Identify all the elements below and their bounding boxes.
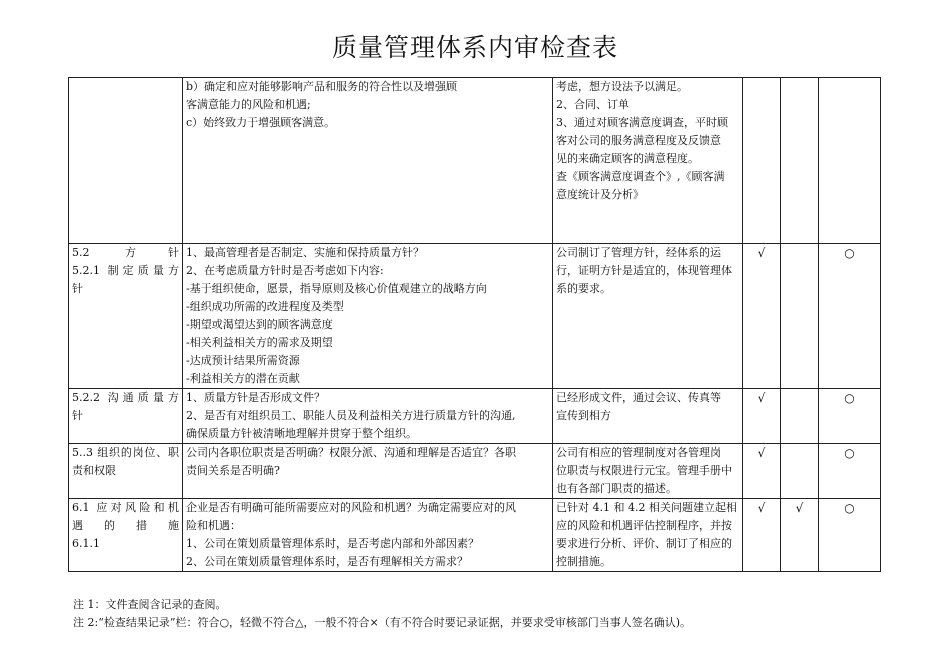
clause-cell xyxy=(69,78,183,244)
table-row xyxy=(69,244,881,389)
requirement-cell-line: -相关利益相关方的需求及期望 xyxy=(186,336,333,349)
evidence-cell-line: 公司有相应的管理制度对各管理岗 xyxy=(556,446,721,459)
result-mark1-cell: √ xyxy=(743,499,781,572)
audit-checklist-table xyxy=(68,77,881,572)
evidence-cell-line: 公司制订了管理方针，经体系的运 xyxy=(556,246,721,259)
evidence-cell-line: 也有各部门职责的描述。 xyxy=(556,482,677,495)
result-mark3-cell: ○ xyxy=(819,444,881,499)
requirement-cell-line: -期望或渴望达到的顾客满意度 xyxy=(186,318,333,331)
result-mark3-cell: ○ xyxy=(819,244,881,389)
evidence-cell xyxy=(553,389,743,444)
evidence-cell-line: 已经形成文件，通过会议、传真等 xyxy=(556,391,721,404)
requirement-cell-line: -利益相关方的潜在贡献 xyxy=(186,372,300,385)
result-mark3-cell: ○ xyxy=(819,499,881,572)
requirement-cell-line: 责间关系是否明确? xyxy=(186,464,280,477)
result-mark3-cell: ○ xyxy=(819,389,881,444)
requirement-cell-line: 险和机遇： xyxy=(186,519,241,532)
footnote-1: 注 1：文件查阅含记录的查阅。 xyxy=(73,598,227,611)
requirement-cell-line: 2、是否有对组织员工、职能人员及利益相关方进行质量方针的沟通, xyxy=(186,409,516,422)
result-mark2-cell xyxy=(781,444,819,499)
evidence-cell-line: 已针对 4.1 和 4.2 相关问题建立起相 xyxy=(556,501,737,514)
result-mark1-cell: √ xyxy=(743,244,781,389)
result-mark1-cell xyxy=(743,78,781,244)
requirement-cell xyxy=(183,78,553,244)
evidence-cell-line: 见的来确定顾客的满意程度。 xyxy=(556,152,699,165)
result-mark2-cell: √ xyxy=(781,499,819,572)
evidence-cell xyxy=(553,499,743,572)
requirement-cell-line: 确保质量方针被清晰地理解并贯穿于整个组织。 xyxy=(186,427,417,440)
clause-cell xyxy=(69,444,183,499)
evidence-cell-line: 3、通过对顾客满意度调查，平时顾 xyxy=(556,116,728,129)
requirement-cell xyxy=(183,389,553,444)
evidence-cell-line: 查《顾客满意度调查个》,《顾客满 xyxy=(556,170,725,183)
result-mark1-cell: √ xyxy=(743,389,781,444)
clause-cell-line: 5.2.1 制定质量方 xyxy=(72,264,179,277)
clause-cell xyxy=(69,389,183,444)
table-row xyxy=(69,389,881,444)
requirement-cell-line: 客满意能力的风险和机遇; xyxy=(186,98,311,111)
clause-cell xyxy=(69,499,183,572)
page-title: 质量管理体系内审检查表 xyxy=(331,33,618,62)
clause-cell xyxy=(69,244,183,389)
clause-cell-line: 5..3 组织的岗位、职 xyxy=(72,446,179,459)
evidence-cell-line: 行，证明方针是适宜的，体现管理体 xyxy=(556,264,732,277)
requirement-cell-line: 2、公司在策划质量管理体系时，是否有理解相关方需求？ xyxy=(186,555,468,568)
evidence-cell xyxy=(553,244,743,389)
evidence-cell-line: 要求进行分析、评价、制订了相应的 xyxy=(556,537,732,550)
requirement-cell xyxy=(183,244,553,389)
result-mark2-cell xyxy=(781,244,819,389)
requirement-cell-line: c）始终致力于增强顾客满意。 xyxy=(186,116,336,129)
requirement-cell-line: b）确定和应对能够影响产品和服务的符合性以及增强顾 xyxy=(186,80,458,93)
requirement-cell-line: 2、在考虑质量方针时是否考虑如下内容: xyxy=(186,264,384,277)
requirement-cell-line: 公司内各职位职责是否明确？权限分派、沟通和理解是否适宜？各职 xyxy=(186,446,516,459)
clause-cell-line: 针 xyxy=(72,409,83,422)
evidence-cell-line: 意度统计及分析》 xyxy=(556,188,644,201)
requirement-cell-line: -基于组织使命，愿景，指导原则及核心价值观建立的战略方向 xyxy=(186,282,487,295)
result-mark2-cell xyxy=(781,78,819,244)
requirement-cell-line: -达成预计结果所需资源 xyxy=(186,354,300,367)
table-row xyxy=(69,78,881,244)
requirement-cell-line: 企业是否有明确可能所需要应对的风险和机遇？为确定需要应对的风 xyxy=(186,501,516,514)
evidence-cell xyxy=(553,78,743,244)
clause-cell-line: 5.2.2 沟通质量方 xyxy=(72,391,179,404)
clause-cell-line: 6.1.1 xyxy=(72,537,100,550)
footnote-2: 注 2:“检查结果记录”栏：符合○，轻微不符合△，一般不符合×（有不符合时要记录证据，并要求受审核部门当事人签名确认)。 xyxy=(73,616,692,629)
result-mark3-cell xyxy=(819,78,881,244)
evidence-cell-line: 应的风险和机遇评估控制程序，并按 xyxy=(556,519,732,532)
requirement-cell xyxy=(183,444,553,499)
evidence-cell-line: 考虑，想方设法予以满足。 xyxy=(556,80,688,93)
clause-cell-line: 遇的措施 xyxy=(72,519,179,532)
evidence-cell-line: 2、合同、订单 xyxy=(556,98,629,111)
requirement-cell-line: 1、质量方针是否形成文件？ xyxy=(186,391,325,404)
requirement-cell-line: -组织成功所需的改进程度及类型 xyxy=(186,300,344,313)
evidence-cell-line: 位职责与权限进行元宝。管理手册中 xyxy=(556,464,732,477)
result-mark2-cell xyxy=(781,389,819,444)
evidence-cell xyxy=(553,444,743,499)
clause-cell-line: 5.2 方针 xyxy=(72,246,179,259)
footnotes xyxy=(73,596,691,632)
evidence-cell-line: 客对公司的服务满意程度及反馈意 xyxy=(556,134,721,147)
requirement-cell-line: 1、最高管理者是否制定、实施和保持质量方针？ xyxy=(186,246,424,259)
clause-cell-line: 责和权限 xyxy=(72,464,116,477)
clause-cell-line: 6.1 应对风险和机 xyxy=(72,501,179,514)
clause-cell-line: 针 xyxy=(72,282,83,295)
table-row xyxy=(69,499,881,572)
evidence-cell-line: 控制措施。 xyxy=(556,555,611,568)
requirement-cell-line: 1、公司在策划质量管理体系时，是否考虑内部和外部因素？ xyxy=(186,537,479,550)
requirement-cell xyxy=(183,499,553,572)
evidence-cell-line: 系的要求。 xyxy=(556,282,611,295)
result-mark1-cell: √ xyxy=(743,444,781,499)
evidence-cell-line: 宣传到相方 xyxy=(556,409,611,422)
table-row xyxy=(69,444,881,499)
